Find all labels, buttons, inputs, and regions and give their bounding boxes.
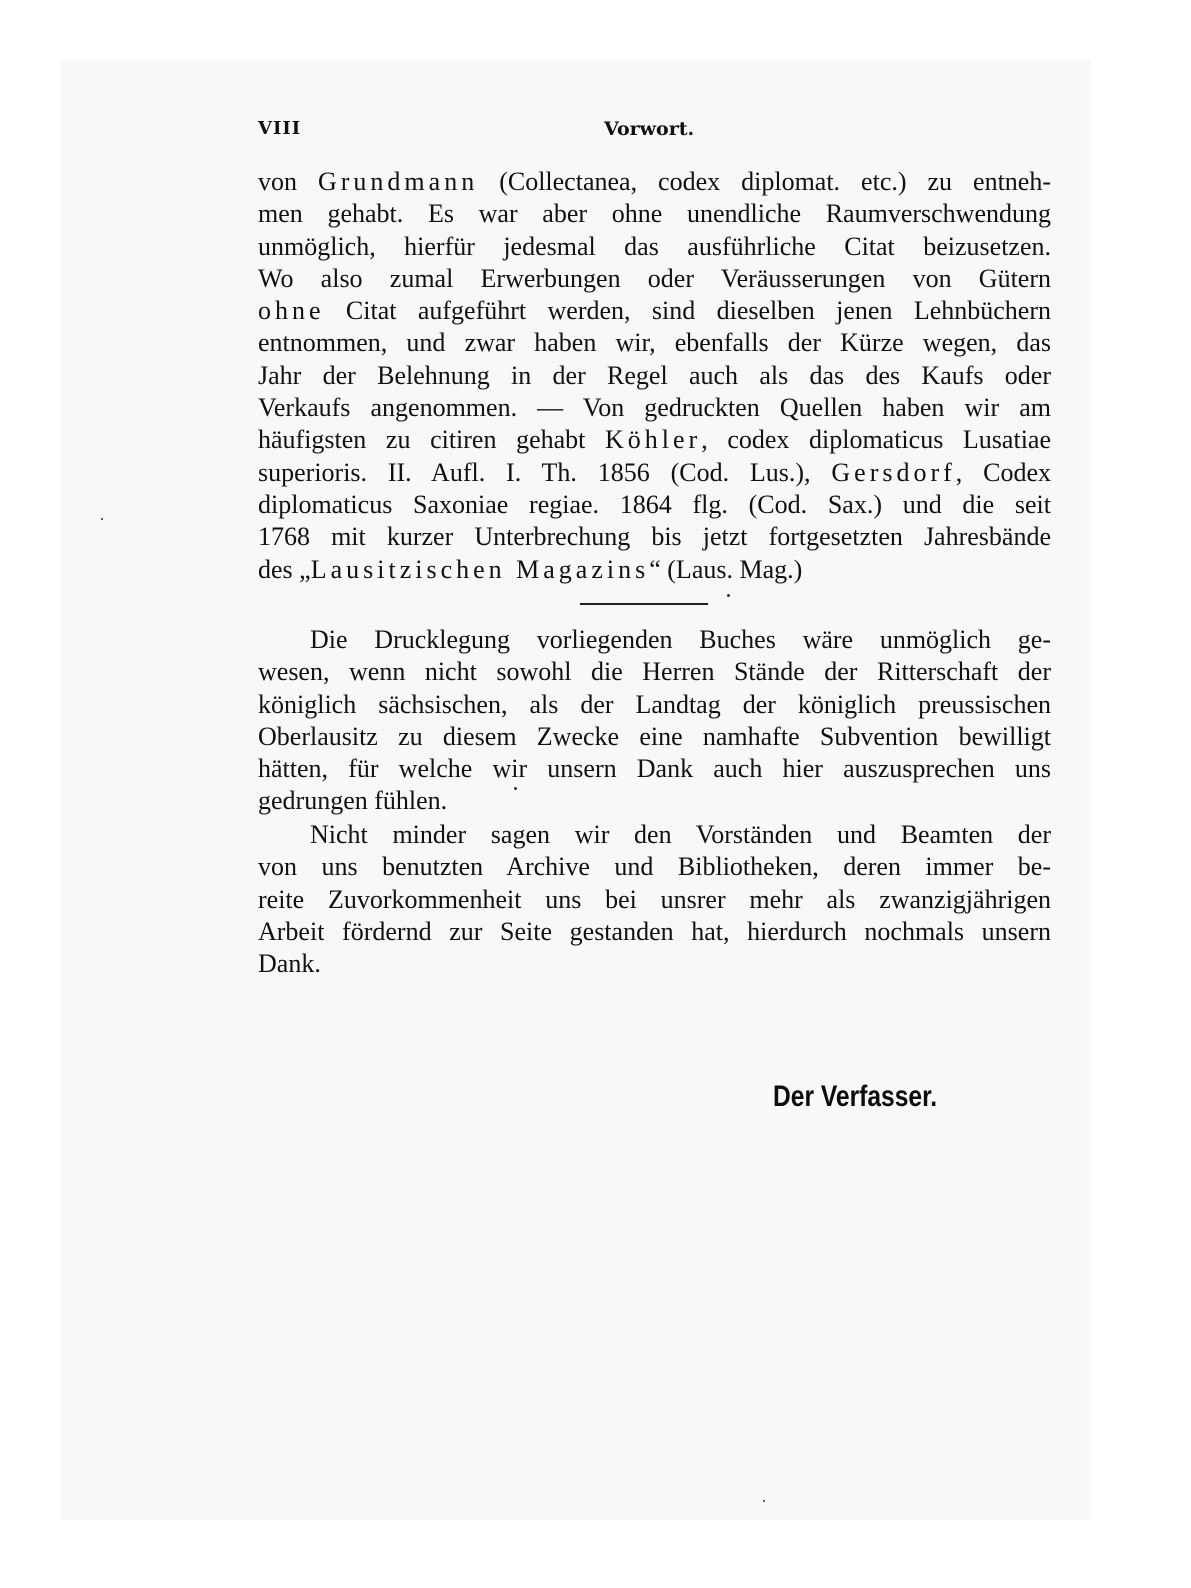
running-title: Vorwort. bbox=[604, 118, 695, 140]
text-line: 1768 mit kurzer Unterbrechung bis jetzt fortgesetzten Jahresbände bbox=[258, 522, 1051, 552]
publication-name: Lausitzischen Magazins bbox=[310, 554, 650, 584]
print-speck bbox=[727, 594, 730, 597]
text-line: unmöglich, hierfür jedesmal das ausführliche Citat beizusetzen. bbox=[258, 231, 1051, 261]
paragraph-printing bbox=[258, 624, 1051, 818]
text-line: hätten, für welche wir unsern Dank auch hier auszusprechen uns bbox=[258, 754, 1051, 784]
text-line: gedrungen fühlen. bbox=[258, 786, 448, 816]
text-line: Die Drucklegung vorliegenden Buches wäre unmöglich ge- bbox=[310, 625, 1051, 654]
text-line: wesen, wenn nicht sowohl die Herren Stände der Ritterschaft der bbox=[258, 657, 1051, 687]
signature: Der Verfasser. bbox=[773, 1080, 938, 1113]
text-line: häufigsten zu citiren gehabt Köhler, codex diplomaticus Lusatiae bbox=[258, 425, 1051, 455]
page-header bbox=[258, 118, 1051, 146]
text-line: reite Zuvorkommenheit uns bei unsrer mehr als zwanzigjährigen bbox=[258, 884, 1051, 914]
text-line: ohne Citat aufgeführt werden, sind dieselben jenen Lehnbüchern bbox=[258, 296, 1051, 326]
text-line: königlich sächsischen, als der Landtag der königlich preussischen bbox=[258, 689, 1051, 719]
author-name: Köhler bbox=[605, 425, 702, 455]
text-line: von Grundmann (Collectanea, codex diplomat. etc.) zu entneh- bbox=[258, 167, 1051, 196]
author-name: Gersdorf bbox=[831, 457, 956, 487]
text-line: Nicht minder sagen wir den Vorständen und Beamten der bbox=[310, 820, 1051, 849]
text-line: Oberlausitz zu diesem Zwecke eine namhafte Subvention bewilligt bbox=[258, 721, 1051, 751]
text-line: entnommen, und zwar haben wir, ebenfalls der Kürze wegen, das bbox=[258, 328, 1051, 358]
text-line: Arbeit fördernd zur Seite gestanden hat, hierdurch nochmals unsern bbox=[258, 916, 1051, 946]
text-line: superioris. II. Aufl. I. Th. 1856 (Cod. Lus.), Gersdorf, Codex bbox=[258, 457, 1051, 487]
text-line: men gehabt. Es war aber ohne unendliche Raumverschwendung bbox=[258, 199, 1051, 229]
paragraph-sources bbox=[258, 166, 1051, 586]
author-name: Grundmann bbox=[318, 167, 479, 196]
text-line: Jahr der Belehnung in der Regel auch als das des Kaufs oder bbox=[258, 360, 1051, 390]
page-number: VIII bbox=[258, 118, 302, 139]
section-divider bbox=[580, 603, 708, 605]
text-line: von uns benutzten Archive und Bibliotheken, deren immer be- bbox=[258, 852, 1051, 882]
text-line: des „Lausitzischen Magazins“ (Laus. Mag.) bbox=[258, 554, 803, 584]
paragraph-thanks bbox=[258, 819, 1051, 980]
text-line: Dank. bbox=[258, 949, 321, 979]
text-line: Wo also zumal Erwerbungen oder Veräusserungen von Gütern bbox=[258, 263, 1051, 293]
print-speck bbox=[514, 787, 517, 790]
print-speck bbox=[101, 518, 103, 520]
print-speck bbox=[763, 1500, 765, 1502]
text-line: Verkaufs angenommen. — Von gedruckten Quellen haben wir am bbox=[258, 393, 1051, 423]
emphasis: ohne bbox=[258, 296, 325, 326]
text-line: diplomaticus Saxoniae regiae. 1864 flg. (Cod. Sax.) und die seit bbox=[258, 489, 1051, 519]
